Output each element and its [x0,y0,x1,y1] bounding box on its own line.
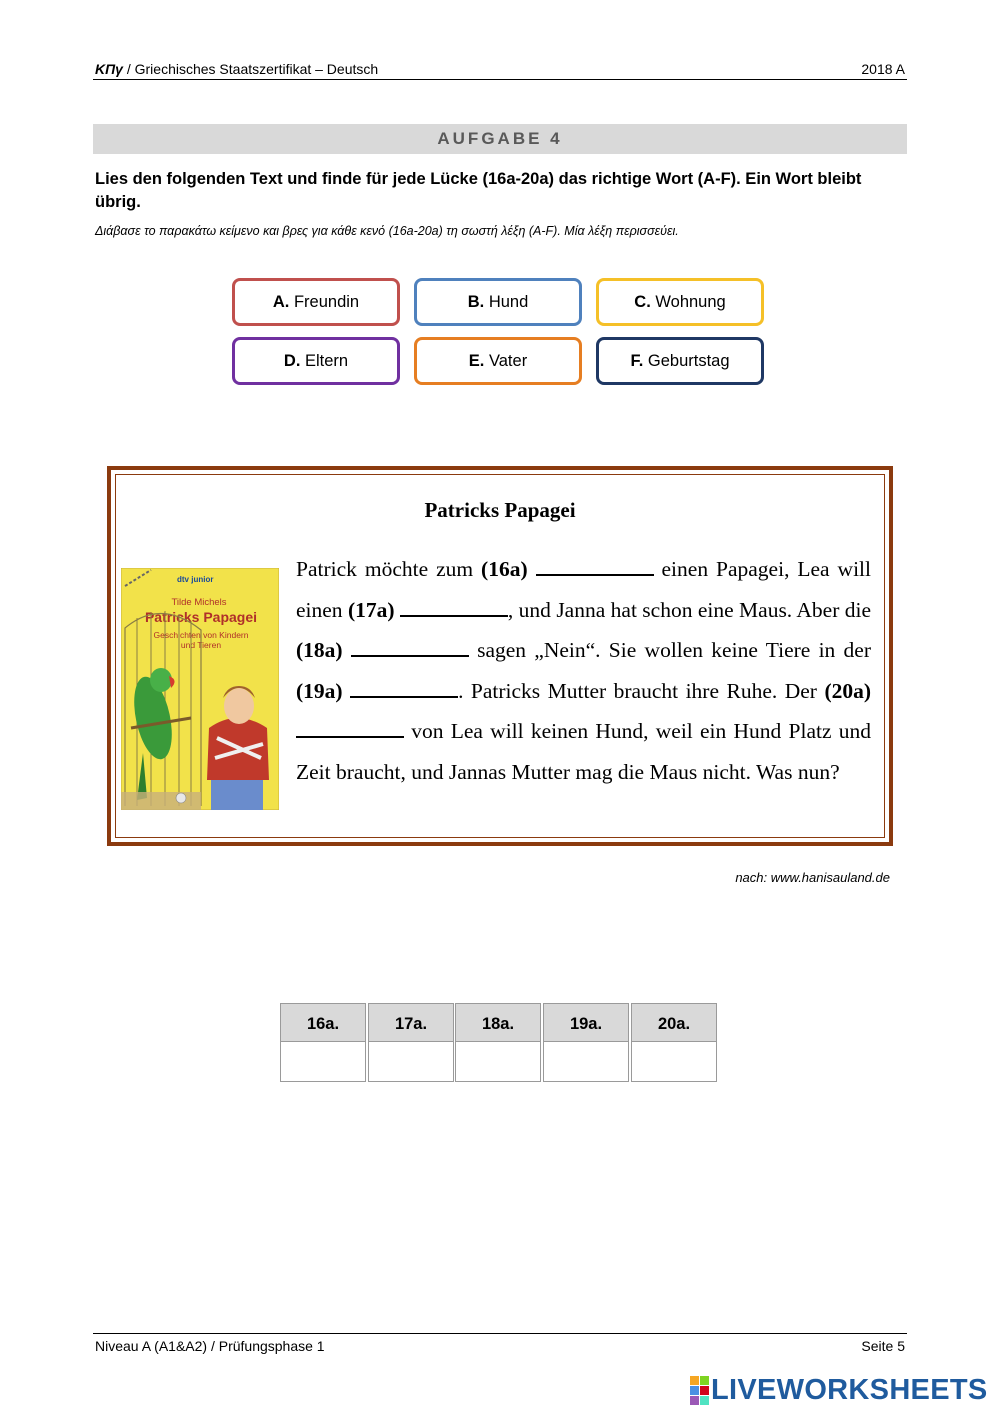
answer-cell-16a[interactable] [280,1003,366,1082]
option-e[interactable] [414,337,582,385]
story-segment: sagen „Nein“. Sie wollen keine Tiere in der [468,638,872,662]
story-segment: Patrick möchte zum [296,557,482,581]
answer-cell-18a[interactable] [455,1003,541,1082]
header-exam-name: / Griechisches Staatszertifikat – Deutsch [122,61,379,77]
answer-cell-20a[interactable] [631,1003,717,1082]
cover-subtitle-2: und Tieren [180,640,222,650]
story-text [296,549,871,792]
option-c[interactable] [596,278,764,326]
cover-publisher: dtv junior [177,575,214,584]
gap-20a[interactable] [296,718,404,738]
option-letter: E. [468,352,485,370]
gap-16a[interactable] [536,556,654,576]
footer-page-number: Seite 5 [861,1338,905,1354]
answer-header: 18a. [456,1004,540,1042]
gap-18a[interactable] [351,637,469,657]
answer-header: 19a. [544,1004,628,1042]
cover-author: Tilde Michels [171,597,227,608]
option-word: Vater [484,352,528,370]
gap-19a[interactable] [350,678,458,698]
option-letter: C. [634,293,651,311]
gap-label-20a: (20a) [824,678,872,703]
option-letter: F. [630,352,644,370]
answer-cell-19a[interactable] [543,1003,629,1082]
header-exam-code: ΚΠγ [95,61,123,77]
logo-text: LIVEWORKSHEETS [711,1373,988,1406]
page-footer [93,1333,907,1357]
option-word: Geburtstag [643,352,730,370]
option-letter: A. [272,293,290,311]
instruction-german: Lies den folgenden Text und finde für jede Lücke (16a-20a) das richtige Wort (A-F). Ein Wort bleibt übrig. [95,170,862,211]
option-word: Eltern [300,352,349,370]
logo-grid-icon [690,1376,709,1405]
story-segment: , und Janna hat schon eine Maus. Aber die [507,597,872,622]
header-year: 2018 A [861,61,905,77]
story-segment: einen Papagei, Lea will einen [296,557,871,622]
cover-subtitle-1: Geschichten von Kindern [153,630,249,640]
answer-header: 17a. [369,1004,453,1042]
option-d[interactable] [232,337,400,385]
option-letter: D. [283,352,301,370]
instruction-greek: Διάβασε το παρακάτω κείμενο και βρες για κάθε κενό (16a-20a) τη σωστή λέξη (A-F). Μία λέξη περισσεύει. [95,224,679,238]
footer-level: Niveau A (A1&A2) / Prüfungsphase 1 [95,1338,325,1354]
option-letter: B. [467,293,485,311]
option-b[interactable] [414,278,582,326]
option-a[interactable] [232,278,400,326]
option-f[interactable] [596,337,764,385]
gap-label-16a: (16a) [481,557,528,581]
book-cover-image [121,568,279,810]
gap-label-18a: (18a) [296,638,343,662]
gap-label-17a: (17a) [347,597,395,622]
option-word: Wohnung [650,293,726,311]
header-left [95,61,378,77]
answer-header: 20a. [632,1004,716,1042]
gap-label-19a: (19a) [296,678,343,703]
gap-17a[interactable] [400,597,508,617]
source-credit: nach: www.hanisauland.de [735,870,890,885]
task-title: AUFGABE 4 [93,124,907,154]
option-word: Freundin [289,293,360,311]
cover-title: Patricks Papagei [144,609,258,625]
story-title: Patricks Papagei [424,498,576,522]
page-header [93,60,907,80]
answer-header: 16a. [281,1004,365,1042]
answer-cell-17a[interactable] [368,1003,454,1082]
liveworksheets-logo [690,1375,988,1405]
story-segment: von Lea will keinen Hund, weil ein Hund Platz und Zeit braucht, und Jannas Mutter mag die Maus nicht. Was nun? [296,719,871,784]
story-segment: . Patricks Mutter braucht ihre Ruhe. Der [458,678,825,703]
option-word: Hund [484,293,529,311]
